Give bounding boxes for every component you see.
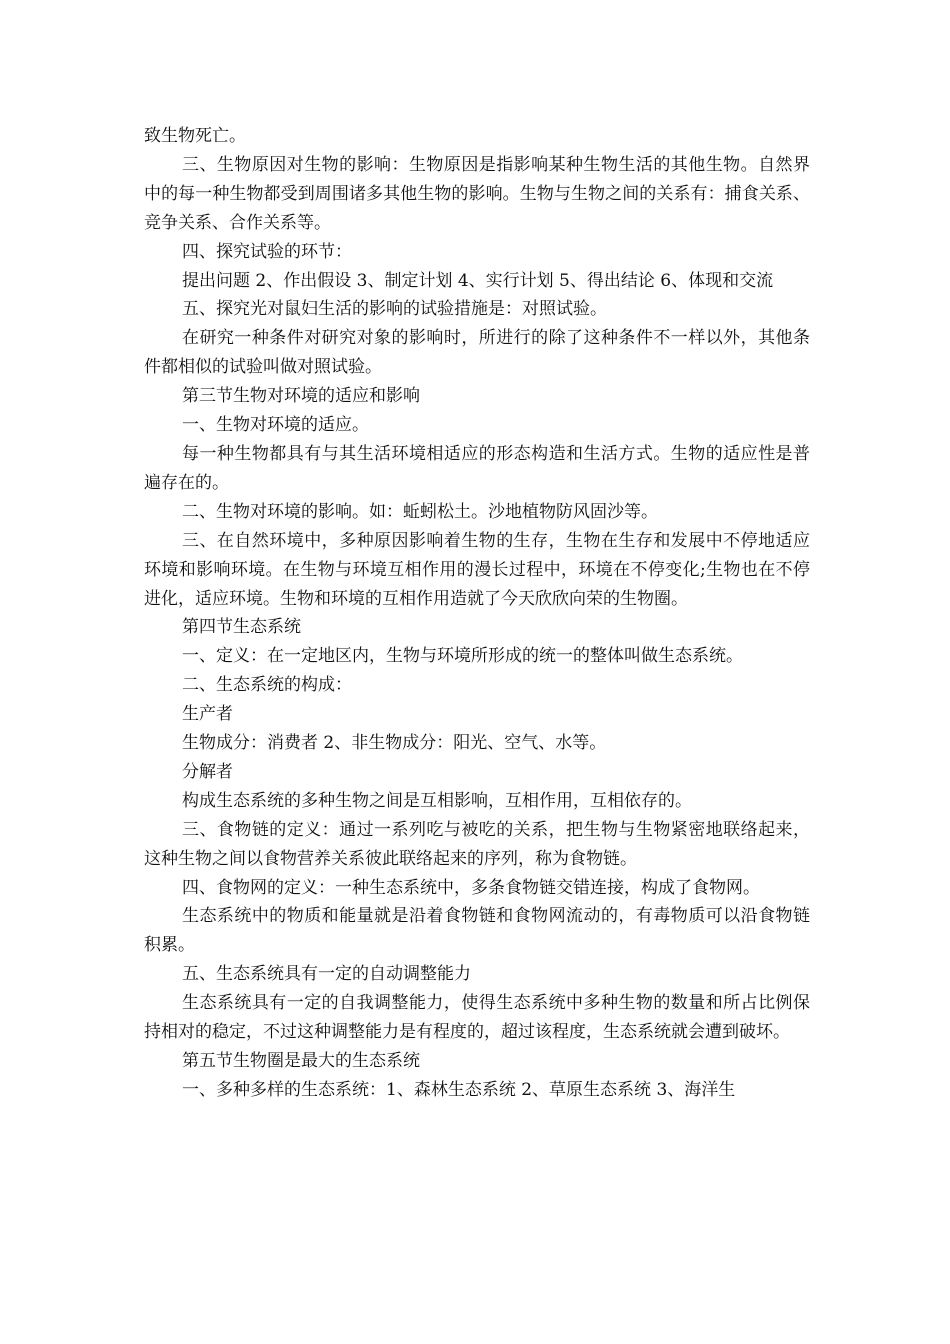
paragraph: 一、多种多样的生态系统：1、森林生态系统 2、草原生态系统 3、海洋生	[182, 1079, 736, 1100]
paragraph: 提出问题 2、作出假设 3、制定计划 4、实行计划 5、得出结论 6、体现和交流	[182, 270, 774, 291]
section-heading: 第三节生物对环境的适应和影响	[182, 386, 420, 407]
paragraph: 五、探究光对鼠妇生活的影响的试验措施是：对照试验。	[182, 299, 607, 320]
paragraph: 三、食物链的定义：通过一系列吃与被吃的关系，把生物与生物紧密地联络起来，这种生物之间以食物营养关系彼此联络起来的序列，称为食物链。	[144, 819, 810, 869]
section-heading: 第五节生物圈是最大的生态系统	[182, 1051, 420, 1071]
paragraph: 三、在自然环境中，多种原因影响着生物的生存，生物在生存和发展中不停地适应环境和影响环境。在生物与环境互相作用的漫长过程中，环境在不停变化;生物也在不停进化，适应环境。生物和环境的互相作用造就了今天欣欣向荣的生物圈。	[144, 530, 810, 609]
paragraph: 分解者	[182, 761, 233, 782]
document-body	[144, 122, 810, 1105]
paragraph: 每一种生物都具有与其生活环境相适应的形态构造和生活方式。生物的适应性是普遍存在的。	[144, 443, 810, 493]
paragraph: 生物成分：消费者 2、非生物成分：阳光、空气、水等。	[182, 733, 607, 754]
paragraph: 在研究一种条件对研究对象的影响时，所进行的除了这种条件不一样以外，其他条件都相似的试验叫做对照试验。	[144, 328, 810, 378]
paragraph: 构成生态系统的多种生物之间是互相影响，互相作用，互相依存的。	[182, 790, 692, 811]
paragraph: 四、食物网的定义：一种生态系统中，多条食物链交错连接，构成了食物网。	[182, 877, 760, 898]
paragraph: 四、探究试验的环节：	[182, 241, 352, 262]
paragraph: 生态系统具有一定的自我调整能力，使得生态系统中多种生物的数量和所占比例保持相对的稳定，不过这种调整能力是有程度的，超过该程度，生态系统就会遭到破坏。	[144, 993, 810, 1043]
paragraph: 一、定义：在一定地区内，生物与环境所形成的统一的整体叫做生态系统。	[182, 646, 743, 667]
paragraph: 二、生态系统的构成：	[182, 675, 352, 696]
paragraph: 生产者	[182, 704, 233, 725]
section-heading: 第四节生态系统	[182, 617, 301, 638]
paragraph: 致生物死亡。	[144, 126, 246, 146]
paragraph: 生态系统中的物质和能量就是沿着食物链和食物网流动的，有毒物质可以沿食物链积累。	[144, 906, 810, 956]
paragraph: 五、生态系统具有一定的自动调整能力	[182, 964, 471, 985]
paragraph: 一、生物对环境的适应。	[182, 415, 369, 436]
paragraph: 二、生物对环境的影响。如：蚯蚓松土。沙地植物防风固沙等。	[182, 501, 658, 522]
paragraph: 三、生物原因对生物的影响：生物原因是指影响某种生物生活的其他生物。自然界中的每一种生物都受到周围诸多其他生物的影响。生物与生物之间的关系有：捕食关系、竞争关系、合作关系等。	[144, 154, 810, 233]
